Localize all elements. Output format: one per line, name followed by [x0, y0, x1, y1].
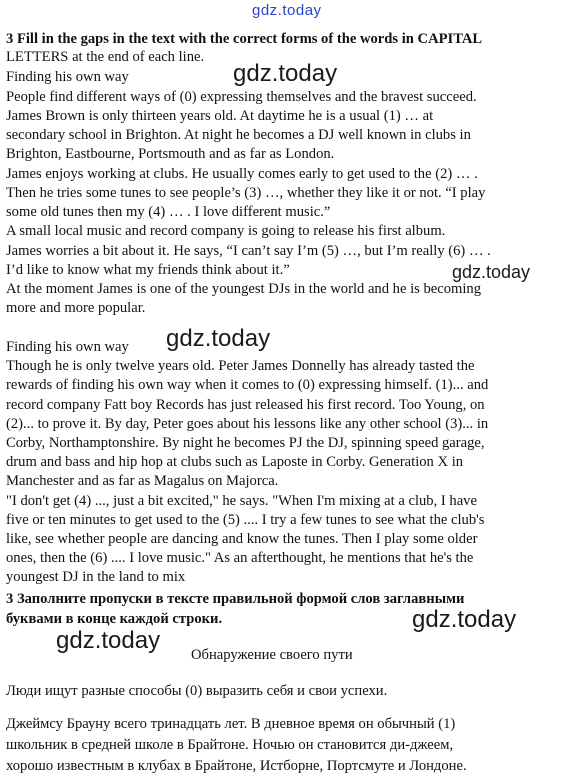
- text-line: ones, then the (6) .... I love music." As an afterthought, he mentions that he's the: [6, 550, 474, 566]
- russian-text-line: школьник в средней школе в Брайтоне. Ночью он становится ди-джеем,: [6, 737, 454, 753]
- russian-text-line: Люди ищут разные способы (0) выразить себя и свои успехи.: [6, 683, 388, 699]
- watermark: gdz.today: [452, 262, 531, 282]
- watermark: gdz.today: [166, 325, 271, 352]
- text-title-2: Finding his own way: [6, 339, 129, 355]
- text-line: At the moment James is one of the youngest DJs in the world and he is becoming: [6, 281, 482, 297]
- text-line: James Brown is only thirteen years old. At daytime he is a usual (1) … at: [6, 108, 434, 124]
- text-line: like, see whether people are dancing and know the tunes. Then I play some older: [6, 531, 478, 547]
- watermark: gdz.today: [56, 627, 161, 654]
- text-line: youngest DJ in the land to mix: [6, 569, 186, 585]
- text-line: rewards of finding his own way when it comes to (0) expressing himself. (1)... and: [6, 377, 489, 393]
- text-line: five or ten minutes to get used to the (5) .... I try a few tunes to see what the club's: [6, 512, 485, 528]
- russian-text-line: Джеймсу Брауну всего тринадцать лет. В дневное время он обычный (1): [6, 716, 456, 732]
- exercise-instruction-line-1: 3 Fill in the gaps in the text with the correct forms of the words in CAPITAL: [6, 31, 483, 47]
- text-line: People find different ways of (0) expressing themselves and the bravest succeed.: [6, 89, 477, 105]
- watermark: gdz.today: [412, 606, 517, 633]
- text-line: I’d like to know what my friends think about it.”: [6, 262, 290, 278]
- text-line: James worries a bit about it. He says, “I can’t say I’m (5) …, but I’m really (6) … .: [6, 243, 491, 259]
- russian-instruction-line-1: 3 Заполните пропуски в тексте правильной формой слов заглавными: [6, 591, 465, 607]
- text-line: "I don't get (4) ..., just a bit excited," he says. "When I'm mixing at a club, I have: [6, 493, 477, 509]
- text-line: Though he is only twelve years old. Peter James Donnelly has already tasted the: [6, 358, 475, 374]
- text-line: some old tunes then my (4) … . I love different music.”: [6, 204, 331, 220]
- text-line: drum and bass and hip hop at clubs such as Laposte in Corby. Generation X in: [6, 454, 464, 470]
- text-line: (2)... to prove it. By day, Peter goes about his lessons like any other school (3)... in: [6, 416, 489, 432]
- text-line: Then he tries some tunes to see people’s (3) …, whether they like it or not. “I play: [6, 185, 486, 201]
- russian-instruction-line-2: буквами в конце каждой строки.: [6, 611, 223, 627]
- russian-text-line: хорошо известным в клубах в Брайтоне, Истборне, Портсмуте и Лондоне.: [6, 758, 467, 774]
- text-title-1: Finding his own way: [6, 69, 129, 85]
- russian-text-title: Обнаружение своего пути: [191, 647, 353, 663]
- text-line: record company Fatt boy Records has just released his first record. Too Young, on: [6, 397, 485, 413]
- text-line: A small local music and record company is going to release his first album.: [6, 223, 446, 239]
- text-line: secondary school in Brighton. At night he becomes a DJ well known in clubs in: [6, 127, 471, 143]
- text-line: Brighton, Eastbourne, Portsmouth and as far as London.: [6, 146, 335, 162]
- text-line: more and more popular.: [6, 300, 146, 316]
- exercise-instruction-line-2: LETTERS at the end of each line.: [6, 49, 205, 65]
- watermark: gdz.today: [233, 60, 338, 87]
- text-line: Corby, Northamptonshire. By night he becomes PJ the DJ, spinning speed garage,: [6, 435, 485, 451]
- text-line: Manchester and as far as Magalus on Majorca.: [6, 473, 279, 489]
- watermark-top: gdz.today: [252, 2, 322, 19]
- text-line: James enjoys working at clubs. He usually comes early to get used to the (2) … .: [6, 166, 478, 182]
